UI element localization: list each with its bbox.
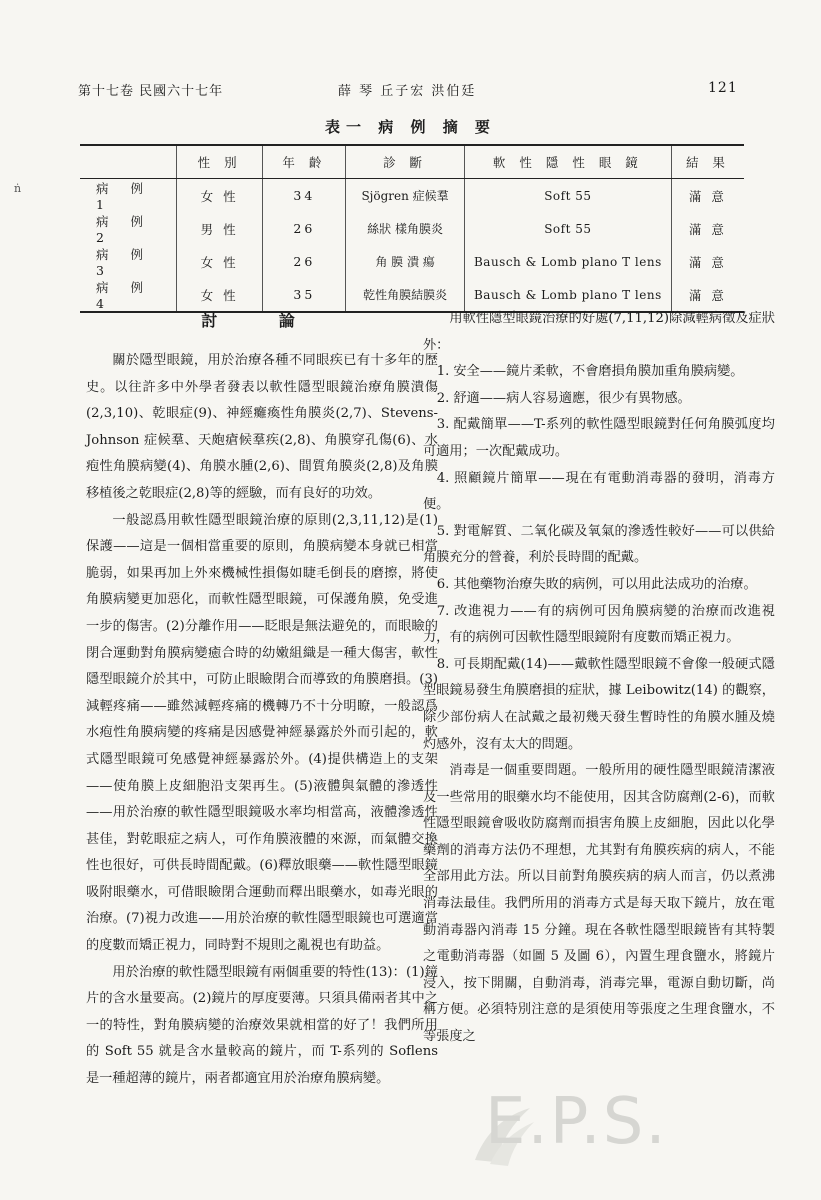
- table-cell: 女 性: [176, 245, 263, 278]
- list-item-text: 舒適——病人容易適應，很少有異物感。: [453, 390, 691, 406]
- table-cell: 病 例 2: [96, 214, 152, 245]
- list-item-text: 安全——鏡片柔軟，不會磨損角膜加重角膜病變。: [453, 364, 744, 380]
- table-cell: 絲狀 樣角膜炎: [346, 212, 465, 245]
- table-header-row: [80, 145, 744, 179]
- table-row: [80, 245, 744, 278]
- table-header-cell: 診 斷: [346, 145, 465, 179]
- table-cell: Bausch & Lomb plano T lens: [464, 278, 671, 312]
- page-number: 121: [708, 80, 738, 96]
- table-header-cell: 年 齡: [263, 145, 346, 179]
- table-cell: 35: [263, 278, 346, 312]
- left-column: [86, 306, 438, 1093]
- list-item-number: 6.: [436, 576, 450, 592]
- right-column: [423, 306, 775, 1051]
- watermark-text: E.P.S.: [485, 1085, 668, 1159]
- list-item: [423, 652, 775, 758]
- table-row: [80, 212, 744, 245]
- table-cell: 女 性: [176, 278, 263, 312]
- table-cell: 滿 意: [671, 179, 744, 213]
- table-header-cell: 結 果: [671, 145, 744, 179]
- table-cell: 病 例 3: [96, 247, 152, 278]
- paragraph: 用於治療的軟性隱型眼鏡有兩個重要的特性(13)：(1)鏡片的含水量要高。(2)鏡片的厚度要薄。只須具備兩者其中之一的特性，對角膜病變的治療效果就相當的好了！我們所用的 Soft 55 就是含水量較高的鏡片，而 T-系列的 Soflens 是一種超薄的鏡片，兩者都適宜用於治療角膜病變。: [86, 964, 438, 1087]
- table-cell: 34: [263, 179, 346, 213]
- list-item-text: 對電解質、二氧化碳及氧氣的滲透性較好——可以供給角膜充分的營養，利於長時間的配戴。: [423, 523, 775, 566]
- table-cell: Bausch & Lomb plano T lens: [464, 245, 671, 278]
- list-item: [423, 466, 775, 519]
- paragraph: 消毒是一個重要問題。一般所用的硬性隱型眼鏡清潔液及一些常用的眼藥水均不能使用，因其含防腐劑(2-6)，而軟性隱型眼鏡會吸收防腐劑而損害角膜上皮細胞，因此以化學藥劑的消毒方法仍不理想，尤其對有角膜疾病的病人，不能全部用此方法。所以目前對角膜疾病的病人而言，仍以煮沸消毒法最佳。我們所用的消毒方式是每天取下鏡片，放在電動消毒器內消毒 15 分鐘。現在各軟性隱型眼鏡皆有其特製之電動消毒器（如圖 5 及圖 6），內置生理食鹽水，將鏡片浸入，按下開關，自動消毒，消毒完畢，電源自動切斷，尚稱方便。必須特別注意的是須使用等張度之生理食鹽水，不等張度之: [423, 763, 775, 1045]
- list-item: [423, 572, 775, 599]
- list-item-number: 8.: [436, 656, 450, 672]
- table-cell: Soft 55: [464, 212, 671, 245]
- running-header-volume: 第十七卷 民國六十七年: [78, 84, 224, 99]
- list-item-text: 其他藥物治療失敗的病例，可以用此法成功的治療。: [453, 576, 757, 592]
- table-header-cell: 性 別: [176, 145, 263, 179]
- scan-edge-mark: ṅ: [14, 182, 22, 195]
- table-cell: Soft 55: [464, 179, 671, 213]
- table-cell: 女 性: [176, 179, 263, 213]
- list-item: [423, 386, 775, 413]
- table-cell: 病 例 4: [80, 278, 176, 312]
- table-cell: 26: [263, 212, 346, 245]
- table-header-cell: [80, 145, 176, 179]
- list-item-number: 2.: [436, 390, 450, 406]
- list-item: [423, 359, 775, 386]
- list-item-text: 改進視力——有的病例可因角膜病變的治療而改進視力，有的病例可因軟性隱型眼鏡附有度數而矯正視力。: [423, 603, 775, 646]
- paragraph: 用軟性隱型眼鏡治療的好處(7,11,12)除減輕病徵及症狀外：: [423, 311, 775, 353]
- paragraph: 關於隱型眼鏡，用於治療各種不同眼疾已有十多年的歷史。以往許多中外學者發表以軟性隱型眼鏡治療角膜潰傷(2,3,10)、乾眼症(9)、神經癱瘓性角膜炎(2,7)、Stevens-Johnson 症候羣、天皰瘡候羣疾(2,8)、角膜穿孔傷(6)、水疱性角膜病變(4)、角膜水腫(2,6)、間質角膜炎(2,8)及角膜移植後之乾眼症(2,8)等的經驗，而有良好的功效。: [86, 353, 438, 501]
- list-item: [423, 519, 775, 572]
- table-cell: 乾性角膜結膜炎: [346, 278, 465, 312]
- table-cell: 滿 意: [671, 245, 744, 278]
- case-summary-table: [80, 144, 744, 313]
- table-cell: 角 膜 潰 瘍: [346, 245, 465, 278]
- running-header-authors: 薛 琴 丘子宏 洪伯廷: [338, 84, 477, 99]
- table-title: 表一 病 例 摘 要: [325, 118, 496, 136]
- table-cell: Sjögren 症候羣: [346, 179, 465, 213]
- table-cell: 男 性: [176, 212, 263, 245]
- list-item-number: 7.: [436, 603, 450, 619]
- list-item-number: 3.: [436, 417, 450, 433]
- paragraph: 一般認爲用軟性隱型眼鏡治療的原則(2,3,11,12)是(1)保護——這是一個相當重要的原則，角膜病變本身就已相當脆弱，如果再加上外來機械性損傷如睫毛倒長的磨擦，將使角膜病變更加惡化，而軟性隱型眼鏡，可保護角膜，免受進一步的傷害。(2)分離作用——眨眼是無法避免的，而眼瞼的閉合運動對角膜病變癒合時的幼嫩組織是一種大傷害，軟性隱型眼鏡介於其中，可防止眼瞼閉合而導致的角膜磨損。(3)減輕疼痛——雖然減輕疼痛的機轉乃不十分明瞭，一般認爲水疱性角膜病變的疼痛是因感覺神經暴露於外而引起的，軟式隱型眼鏡可免感覺神經暴露於外。(4)提供構造上的支架——使角膜上皮細胞沿支架再生。(5)液體與氣體的滲透性——用於治療的軟性隱型眼鏡吸水率均相當高，液體滲透性甚佳，對乾眼症之病人，可作角膜液體的來源，而氣體交換性也很好，可供長時間配戴。(6)釋放眼藥——軟性隱型眼鏡吸附眼藥水，可借眼瞼閉合運動而釋出眼藥水，如毒光眼的治療。(7)視力改進——用於治療的軟性隱型眼鏡也可選適當的度數而矯正視力，同時對不規則之亂視也有助益。: [86, 512, 438, 954]
- list-item-number: 4.: [436, 470, 450, 486]
- table-cell: 病 例 1: [96, 181, 152, 212]
- list-item-number: 1.: [436, 364, 450, 380]
- list-item-number: 5.: [436, 523, 450, 539]
- list-item: [423, 599, 775, 652]
- table-row: [80, 179, 744, 213]
- table-header-cell: 軟 性 隱 性 眼 鏡: [464, 145, 671, 179]
- table-cell: 滿 意: [671, 212, 744, 245]
- section-heading-discussion: 討 論: [201, 311, 323, 330]
- list-item-text: 照顧鏡片簡單——現在有電動消毒器的發明，消毒方便。: [423, 470, 775, 513]
- table-cell: 滿 意: [671, 278, 744, 312]
- table-cell: 26: [263, 245, 346, 278]
- list-item-text: 可長期配戴(14)——戴軟性隱型眼鏡不會像一般硬式隱型眼鏡易發生角膜磨損的症狀，據 Leibowitz(14) 的觀察，除少部份病人在試戴之最初幾天發生暫時性的角膜水腫及燒灼感外，沒有太大的問題。: [423, 656, 775, 752]
- list-item: [423, 412, 775, 465]
- list-item-text: 配戴簡單——T-系列的軟性隱型眼鏡對任何角膜弧度均可適用；一次配戴成功。: [423, 417, 775, 459]
